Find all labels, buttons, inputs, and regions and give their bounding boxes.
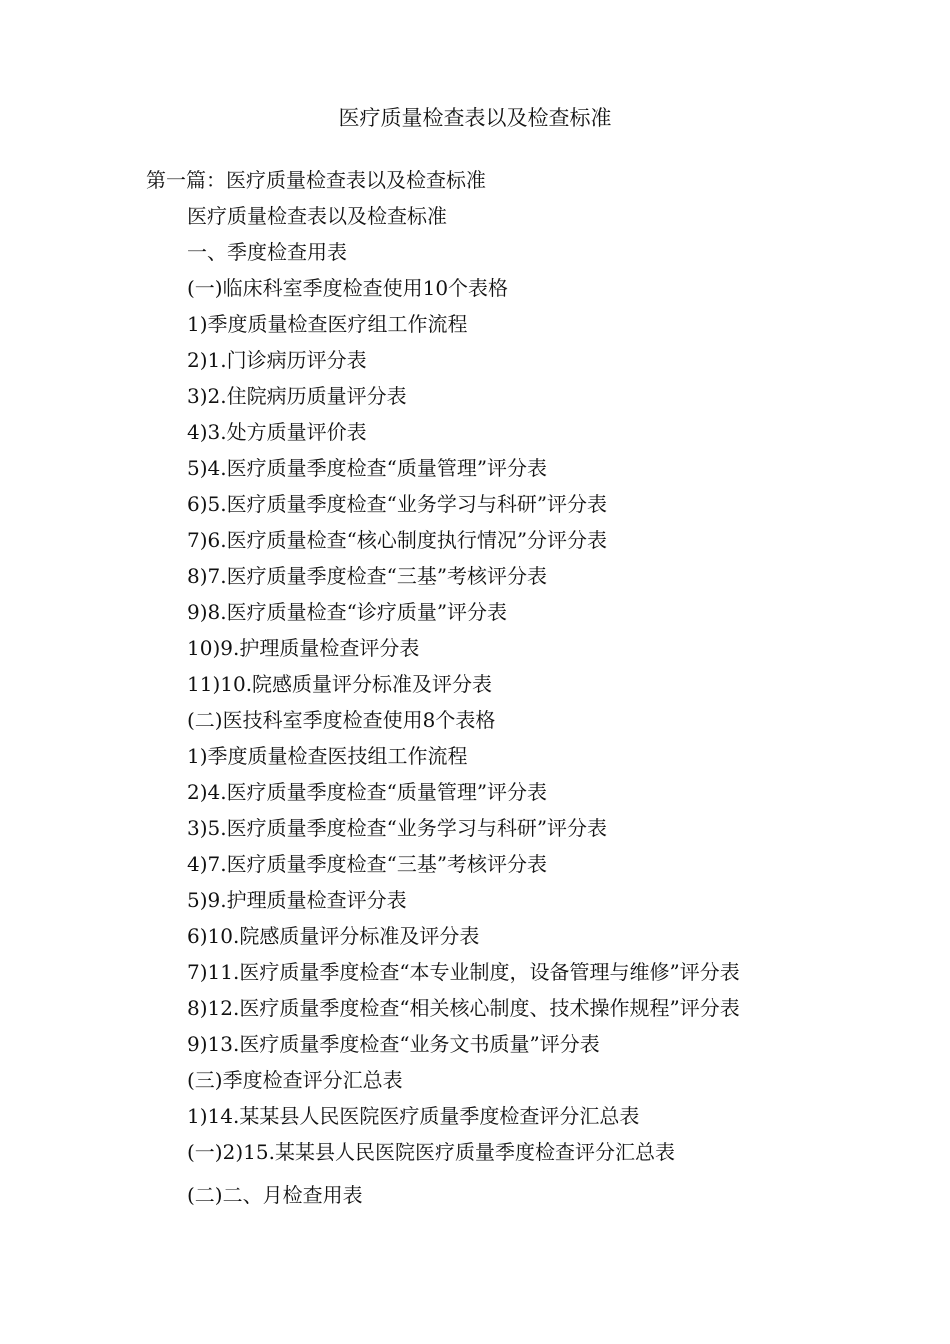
text-line: 3)5.医疗质量季度检查“业务学习与科研”评分表 — [187, 816, 608, 840]
text-line: 5)4.医疗质量季度检查“质量管理”评分表 — [187, 456, 548, 480]
text-line: 第一篇：医疗质量检查表以及检查标准 — [146, 168, 486, 192]
text-line: 2)4.医疗质量季度检查“质量管理”评分表 — [187, 780, 548, 804]
text-line: 11)10.院感质量评分标准及评分表 — [187, 672, 493, 696]
text-line: 7)6.医疗质量检查“核心制度执行情况”分评分表 — [187, 528, 608, 552]
text-line: 7)11.医疗质量季度检查“本专业制度，设备管理与维修”评分表 — [187, 960, 740, 984]
text-line: 医疗质量检查表以及检查标准 — [187, 204, 447, 228]
text-line: 8)12.医疗质量季度检查“相关核心制度、技术操作规程”评分表 — [187, 996, 740, 1020]
text-line: (二)医技科室季度检查使用8个表格 — [187, 708, 496, 732]
text-line: 4)7.医疗质量季度检查“三基”考核评分表 — [187, 852, 548, 876]
text-line: 1)季度质量检查医技组工作流程 — [187, 744, 468, 768]
text-line: 4)3.处方质量评价表 — [187, 420, 367, 444]
text-line: 6)10.院感质量评分标准及评分表 — [187, 924, 480, 948]
text-line: 6)5.医疗质量季度检查“业务学习与科研”评分表 — [187, 492, 608, 516]
text-line: (三)季度检查评分汇总表 — [187, 1068, 403, 1092]
text-line: (一)2)15.某某县人民医院医疗质量季度检查评分汇总表 — [187, 1140, 675, 1164]
text-line: 2)1.门诊病历评分表 — [187, 348, 367, 372]
text-line: (二)二、月检查用表 — [187, 1183, 363, 1207]
text-line: 1)季度质量检查医疗组工作流程 — [187, 312, 468, 336]
text-line: 1)14.某某县人民医院医疗质量季度检查评分汇总表 — [187, 1104, 640, 1128]
document-title: 医疗质量检查表以及检查标准 — [338, 106, 612, 130]
text-line: 3)2.住院病历质量评分表 — [187, 384, 407, 408]
text-line: 一、季度检查用表 — [187, 240, 347, 264]
text-line: 8)7.医疗质量季度检查“三基”考核评分表 — [187, 564, 548, 588]
text-line: (一)临床科室季度检查使用10个表格 — [187, 276, 509, 300]
text-line: 5)9.护理质量检查评分表 — [187, 888, 407, 912]
text-line: 10)9.护理质量检查评分表 — [187, 636, 420, 660]
text-line: 9)13.医疗质量季度检查“业务文书质量”评分表 — [187, 1032, 600, 1056]
text-line: 9)8.医疗质量检查“诊疗质量”评分表 — [187, 600, 508, 624]
